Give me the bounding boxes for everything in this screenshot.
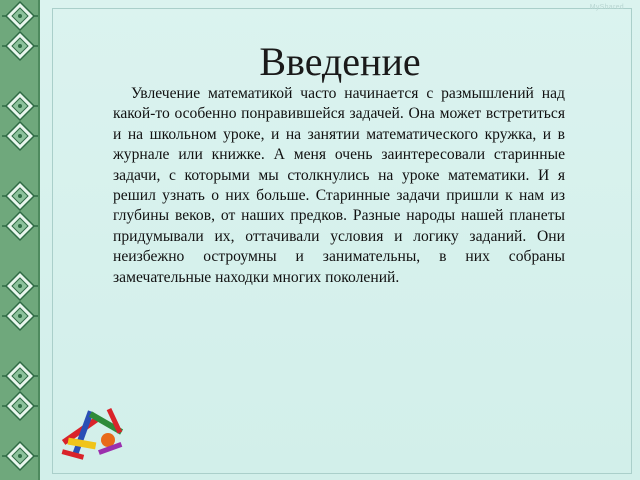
math-symbols-decoration-icon — [50, 400, 140, 470]
slide-title: Введение — [259, 39, 421, 84]
watermark: MyShared — [589, 4, 624, 11]
slide-body-text: Увлечение математикой часто начинается с размышлений над какой-то особенно понравившейся задачей. Она может встретиться и на школьном уроке, и на занятии математического кружка, и в журнале или книжке. А меня очень заинтересовали старинные задачи, с которыми мы столкнулись на уроке математики. И я решил узнать о них больше. Старинные задачи пришли к нам из глубины веков, от наших предков. Разные народы нашей планеты придумывали их, оттачивали условия и логику заданий. Они неизбежно остроумны и занимательны, в них собраны замечательные находки многих поколений. — [113, 85, 565, 286]
